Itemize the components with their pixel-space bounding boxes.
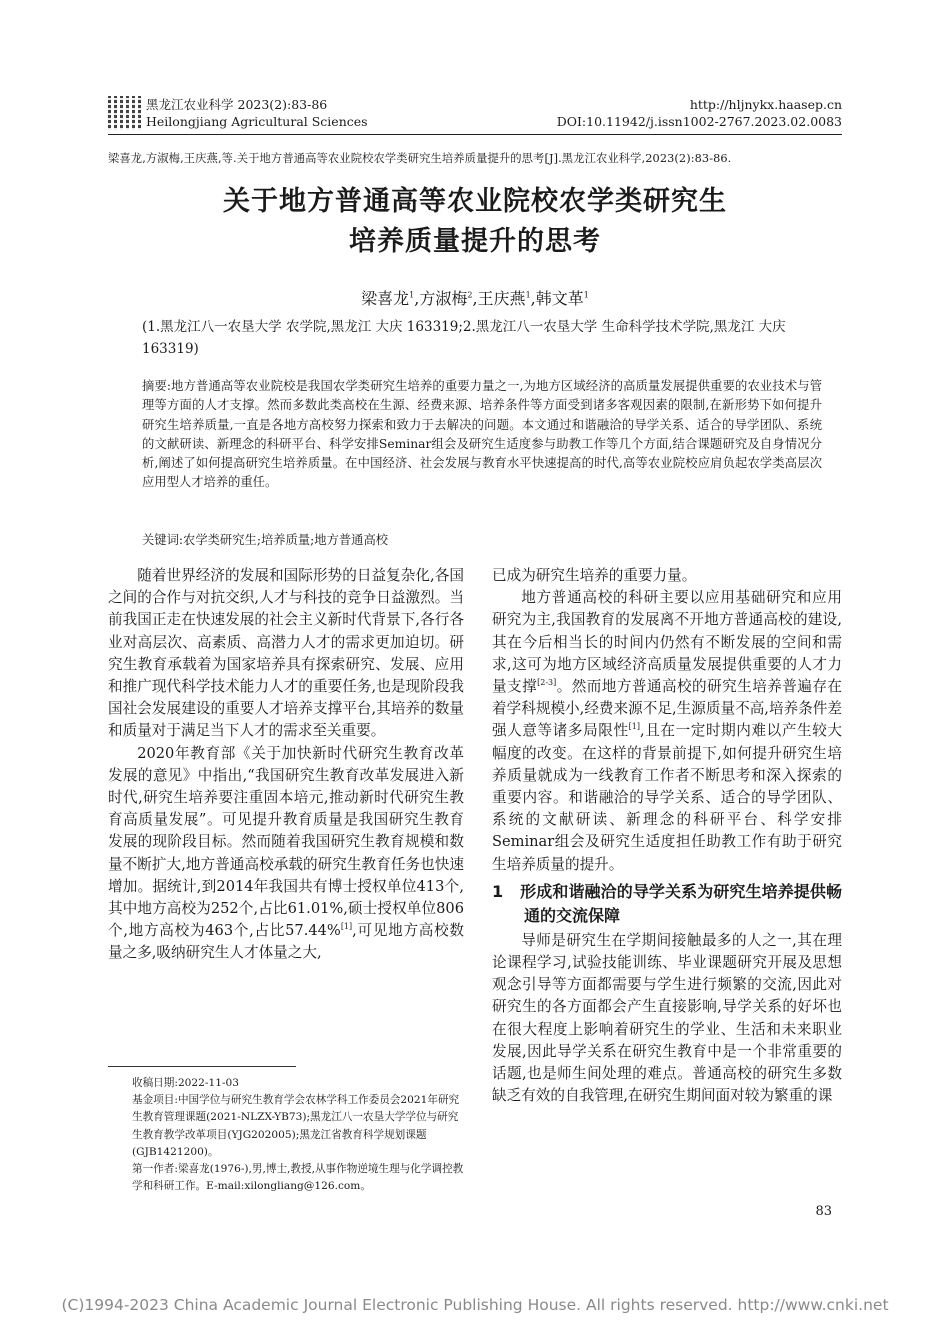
reference-mark[interactable]: [2-3]	[537, 678, 557, 688]
section-heading	[492, 880, 842, 928]
author-name: 王庆燕	[477, 289, 526, 308]
body-column-right	[492, 565, 842, 1107]
paragraph-text: 地方普通高校的科研主要以应用基础研究和应用研究为主,我国教育的发展离不开地方普通高校的建设,其在今后相当长的时间内仍然有不断发展的空间和需求,这可为地方区域经济高质量发展提供重要的人才力量支撑	[492, 589, 842, 696]
keywords: 关键词:农学类研究生;培养质量;地方普通高校	[142, 533, 389, 547]
body-column-left	[108, 565, 464, 965]
journal-name-block	[146, 96, 368, 130]
abstract: 摘要:地方普通高等农业院校是我国农学类研究生培养的重要力量之一,为地方区域经济的高质量发展提供重要的农业技术与管理等方面的人才支撑。然而多数此类高校在生源、经费来源、培养条件等方面受到诸多客观因素的限制,在新形势下如何提升研究生培养质量,一直是各地方高校努力探索和致力于去解决的问题。本文通过和谐融洽的导学关系、适合的导学团队、系统的文献研读、新理念的科研平台、科学安排Seminar组会及研究生适度参与助教工作等几个方面,结合课题研究及自身情况分析,阐述了如何提高研究生培养质量。在中国经济、社会发展与教育水平快速提高的时代,高等农业院校应肩负起农学类高层次应用型人才培养的重任。	[142, 379, 822, 490]
title-line-1: 关于地方普通高等农业院校农学类研究生	[223, 186, 727, 217]
paragraph-continued: 已成为研究生培养的重要力量。	[492, 567, 697, 584]
cnki-watermark: (C)1994-2023 China Academic Journal Electronic Publishing House. All rights reserved. http://www.cnki.net	[61, 1296, 889, 1314]
journal-name-en: Heilongjiang Agricultural Sciences	[146, 114, 368, 129]
citation-line: 梁喜龙,方淑梅,王庆燕,等.关于地方普通高等农业院校农学类研究生培养质量提升的思考[J].黑龙江农业科学,2023(2):83-86.	[108, 152, 732, 165]
section-number: 1	[492, 881, 504, 901]
author-affil-mark: 2	[467, 290, 473, 300]
doi[interactable]: DOI:10.11942/j.issn1002-2767.2023.02.0083	[556, 114, 842, 129]
paragraph	[108, 743, 464, 965]
journal-issue: 2023(2):83-86	[237, 97, 328, 112]
reference-mark[interactable]: [1]	[340, 922, 353, 932]
paragraph-text: 2020年教育部《关于加快新时代研究生教育改革发展的意见》中指出,“我国研究生教育改革发展进入新时代,研究生培养要注重固本培元,推动新时代研究生教育高质量发展”。可见提升教育质量是我国研究生教育发展的现阶段目标。然而随着我国研究生教育规模和数量不断扩大,地方普通高校承载的研究生教育任务也快速增加。据统计,到2014年我国共有博士授权单位413个,其中地方高校为252个,占比61.01%,硕士授权单位806个,地方高校为463个,占比57.44%	[108, 744, 464, 940]
paragraph-text: 。然而地方普通高校的研究生培养普遍存在着学科规模小,经费来源不足,生源质量不高,培养条件差强人意等诸多局限性	[492, 678, 842, 740]
reference-mark[interactable]: [1]	[628, 722, 640, 732]
author-affil-mark: 1	[409, 290, 415, 300]
author-affil-mark: 1	[525, 290, 531, 300]
paragraph-text: ,可见地方高校数量之多,吸纳研究生人才体量之大,	[108, 922, 465, 962]
paragraph	[492, 587, 842, 876]
page-number: 83	[815, 1204, 832, 1219]
author-affil-mark: 1	[583, 290, 589, 300]
author-name: 韩文革	[535, 289, 584, 308]
paragraph-text: ,且在一定时期内难以产生较大幅度的改变。在这样的背景前提下,如何提升研究生培养质量就成为一线教育工作者不断思考和深入探索的重要内容。和谐融洽的导学关系、适合的导学团队、系统的文献研读、新理念的科研平台、科学安排Seminar组会及研究生适度担任助教工作有助于研究生培养质量的提升。	[492, 722, 842, 873]
title-line-2: 培养质量提升的思考	[349, 226, 601, 257]
paper-title	[100, 182, 850, 262]
header-divider	[108, 134, 842, 135]
qr-code-icon	[108, 96, 142, 130]
received-date: 收稿日期:2022-11-03	[132, 1077, 240, 1089]
author-list: 梁喜龙$^1$,方淑梅$^2$,王庆燕$^1$,韩文革$^1$	[361, 289, 589, 308]
footnote	[132, 1075, 468, 1195]
journal-name-cn: 黑龙江农业科学	[146, 97, 234, 112]
section-title: 形成和谐融洽的导学关系为研究生培养提供畅通的交流保障	[520, 881, 842, 925]
paragraph: 随着世界经济的发展和国际形势的日益复杂化,各国之间的合作与对抗交织,人才与科技的竞争日益激烈。当前我国正走在快速发展的社会主义新时代背景下,各行各业对高层次、高素质、高潜力人才的需求更加迫切。研究生教育承载着为国家培养具有探索研究、发展、应用和推广现代科学技术能力人才的重要任务,也是现阶段我国社会发展建设的重要人才培养支撑平台,其培养的数量和质量对于满足当下人才的需求至关重要。	[108, 567, 464, 740]
author-name: 梁喜龙	[361, 289, 410, 308]
first-author-info: 第一作者:梁喜龙(1976-),男,博士,教授,从事作物逆境生理与化学调控教学和科研工作。E-mail:xilongliang@126.com。	[132, 1163, 464, 1193]
affiliation: (1.黑龙江八一农垦大学 农学院,黑龙江 大庆 163319;2.黑龙江八一农垦大学 生命科学技术学院,黑龙江 大庆 163319)	[142, 319, 786, 357]
fund-info: 基金项目:中国学位与研究生教育学会农林学科工作委员会2021年研究生教育管理课题(2021-NLZX-YB73);黑龙江八一农垦大学学位与研究生教育教学改革项目(YJG202005);黑龙江省教育科学规划课题(GJB1421200)。	[132, 1094, 460, 1158]
journal-url[interactable]: http://hljnykx.haasep.cn	[689, 97, 842, 112]
paragraph: 导师是研究生在学期间接触最多的人之一,其在理论课程学习,试验技能训练、毕业课题研究开展及思想观念引导等方面都需要与学生进行频繁的交流,因此对研究生的各方面都会产生直接影响,导学关系的好坏也在很大程度上影响着研究生的学业、生活和未来职业发展,因此导学关系在研究生教育中是一个非常重要的话题,也是师生间处理的难点。普通高校的研究生多数缺乏有效的自我管理,在研究生期间面对较为繁重的课	[492, 931, 842, 1105]
journal-links	[557, 96, 842, 130]
footnote-divider	[108, 1066, 296, 1067]
author-name: 方淑梅	[419, 289, 468, 308]
